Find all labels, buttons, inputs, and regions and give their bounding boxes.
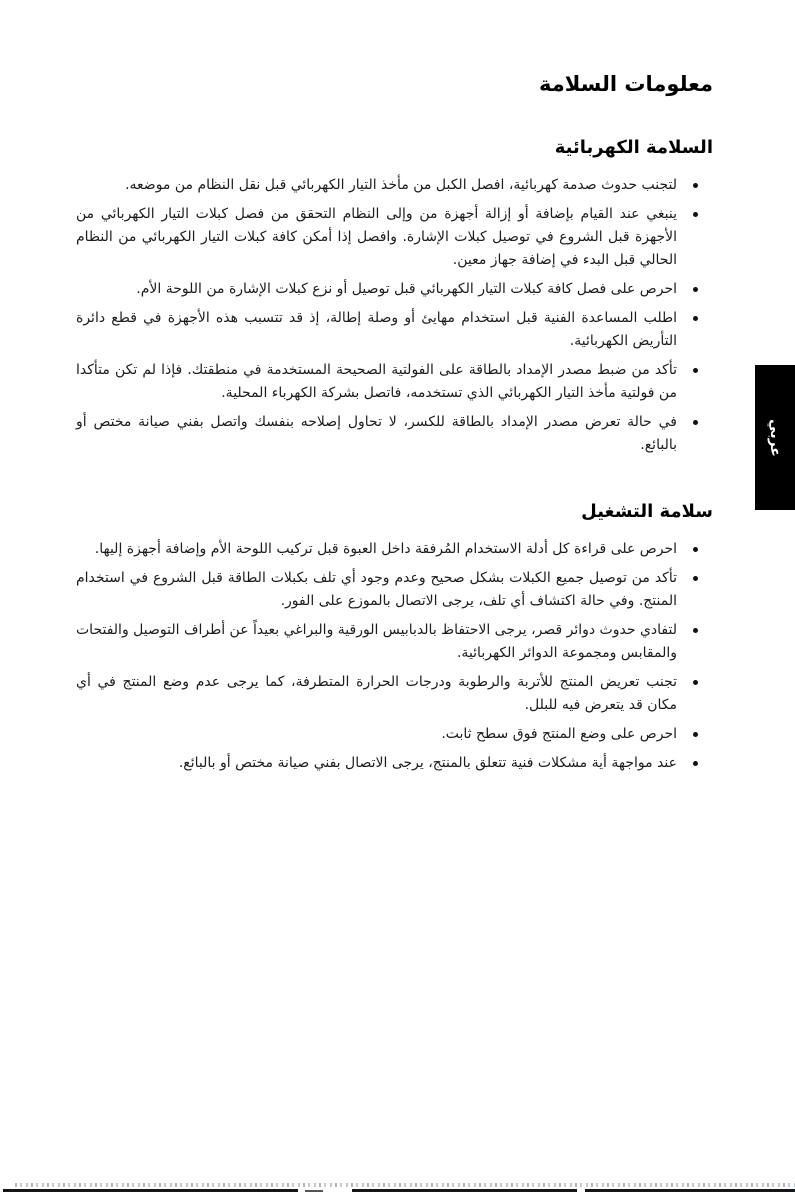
bullet-icon — [693, 368, 698, 373]
bullet-icon — [693, 287, 698, 292]
bullet-icon — [693, 732, 698, 737]
bullet-icon — [693, 547, 698, 552]
safety-instruction-text: اطلب المساعدة الفنية قبل استخدام مهايئ أو وصلة إطالة، إذ قد تتسبب هذه الأجهزة في قطع دائرة التأريض الكهربائية. — [76, 310, 677, 349]
safety-instruction-text: تأكد من توصيل جميع الكبلات بشكل صحيح وعدم وجود أي تلف بكبلات الطاقة قبل الشروع في استخدام المنتج. وفي حالة اكتشاف أي تلف، يرجى الاتصال بالموزع على الفور. — [76, 570, 677, 609]
page-content — [76, 70, 713, 781]
scan-artifact-line — [585, 1189, 795, 1192]
safety-instruction-item — [76, 411, 713, 457]
safety-instruction-item — [76, 723, 713, 746]
bullet-icon — [693, 576, 698, 581]
safety-instruction-item — [76, 538, 713, 561]
safety-instruction-item — [76, 567, 713, 613]
safety-instruction-item — [76, 619, 713, 665]
safety-instruction-item — [76, 174, 713, 197]
bullet-icon — [693, 212, 698, 217]
section-heading-electrical-safety: السلامة الكهربائية — [554, 137, 713, 158]
language-tab-label: عربي — [766, 418, 783, 457]
bullet-icon — [693, 628, 698, 633]
safety-instruction-item — [76, 307, 713, 353]
bullet-icon — [693, 680, 698, 685]
scan-artifact-line — [305, 1190, 323, 1192]
safety-instruction-text: تأكد من ضبط مصدر الإمداد بالطاقة على الفولتية الصحيحة المستخدمة في منطقتك. فإذا لم تكن متأكدا من فولتية مأخذ التيار الكهربائي الذي تستخدمه، فاتصل بشركة الكهرباء المحلية. — [76, 362, 677, 401]
safety-instruction-item — [76, 278, 713, 301]
safety-instruction-text: احرص على فصل كافة كبلات التيار الكهربائي قبل توصيل أو نزع كبلات الإشارة من اللوحة الأم. — [136, 281, 677, 297]
bullet-icon — [693, 761, 698, 766]
electrical-safety-list — [76, 174, 713, 457]
operation-safety-list — [76, 538, 713, 775]
bullet-icon — [693, 420, 698, 425]
safety-instruction-text: احرص على وضع المنتج فوق سطح ثابت. — [441, 726, 677, 742]
safety-instruction-text: لتجنب حدوث صدمة كهربائية، افصل الكبل من مأخذ التيار الكهربائي قبل نقل النظام من موضعه. — [125, 177, 677, 193]
section-operation-safety — [76, 499, 713, 775]
safety-instruction-text: في حالة تعرض مصدر الإمداد بالطاقة للكسر، لا تحاول إصلاحه بنفسك واتصل بفني صيانة مختص أو بالبائع. — [76, 414, 677, 453]
safety-instruction-text: عند مواجهة أية مشكلات فنية تتعلق بالمنتج، يرجى الاتصال بفني صيانة مختص أو بالبائع. — [178, 755, 677, 771]
bullet-icon — [693, 183, 698, 188]
safety-instruction-text: تجنب تعريض المنتج للأتربة والرطوبة ودرجات الحرارة المتطرفة، كما يرجى عدم وضع المنتج في أي مكان قد يتعرض فيه للبلل. — [76, 674, 677, 713]
safety-instruction-text: ينبغي عند القيام بإضافة أو إزالة أجهزة من وإلى النظام التحقق من فصل كبلات التيار الكهربائي من الأجهزة قبل الشروع في توصيل كبلات الإشارة. وافصل إذا أمكن كافة كبلات التيار الكهربائي من النظام الحالي قبل البدء في إضافة جهاز معين. — [76, 206, 677, 268]
section-electrical-safety — [76, 135, 713, 457]
scan-artifact-noise — [15, 1183, 795, 1187]
scan-artifact-line — [3, 1189, 298, 1192]
scan-artifact-line — [352, 1189, 577, 1192]
safety-instruction-item — [76, 752, 713, 775]
safety-instruction-item — [76, 359, 713, 405]
safety-instruction-text: لتفادي حدوث دوائر قصر، يرجى الاحتفاظ بالدبابيس الورقية والبراغي بعيداً عن أطراف التوصيل والفتحات والمقابس ومجموعة الدوائر الكهربائية. — [76, 622, 677, 661]
safety-instruction-text: احرص على قراءة كل أدلة الاستخدام المُرفقة داخل العبوة قبل تركيب اللوحة الأم وإضافة أجهزة إليها. — [94, 541, 677, 557]
safety-instruction-item — [76, 671, 713, 717]
language-tab — [755, 365, 795, 510]
section-heading-operation-safety: سلامة التشغيل — [581, 501, 713, 522]
safety-instruction-item — [76, 203, 713, 272]
page-title: معلومات السلامة — [538, 72, 713, 96]
bullet-icon — [693, 316, 698, 321]
